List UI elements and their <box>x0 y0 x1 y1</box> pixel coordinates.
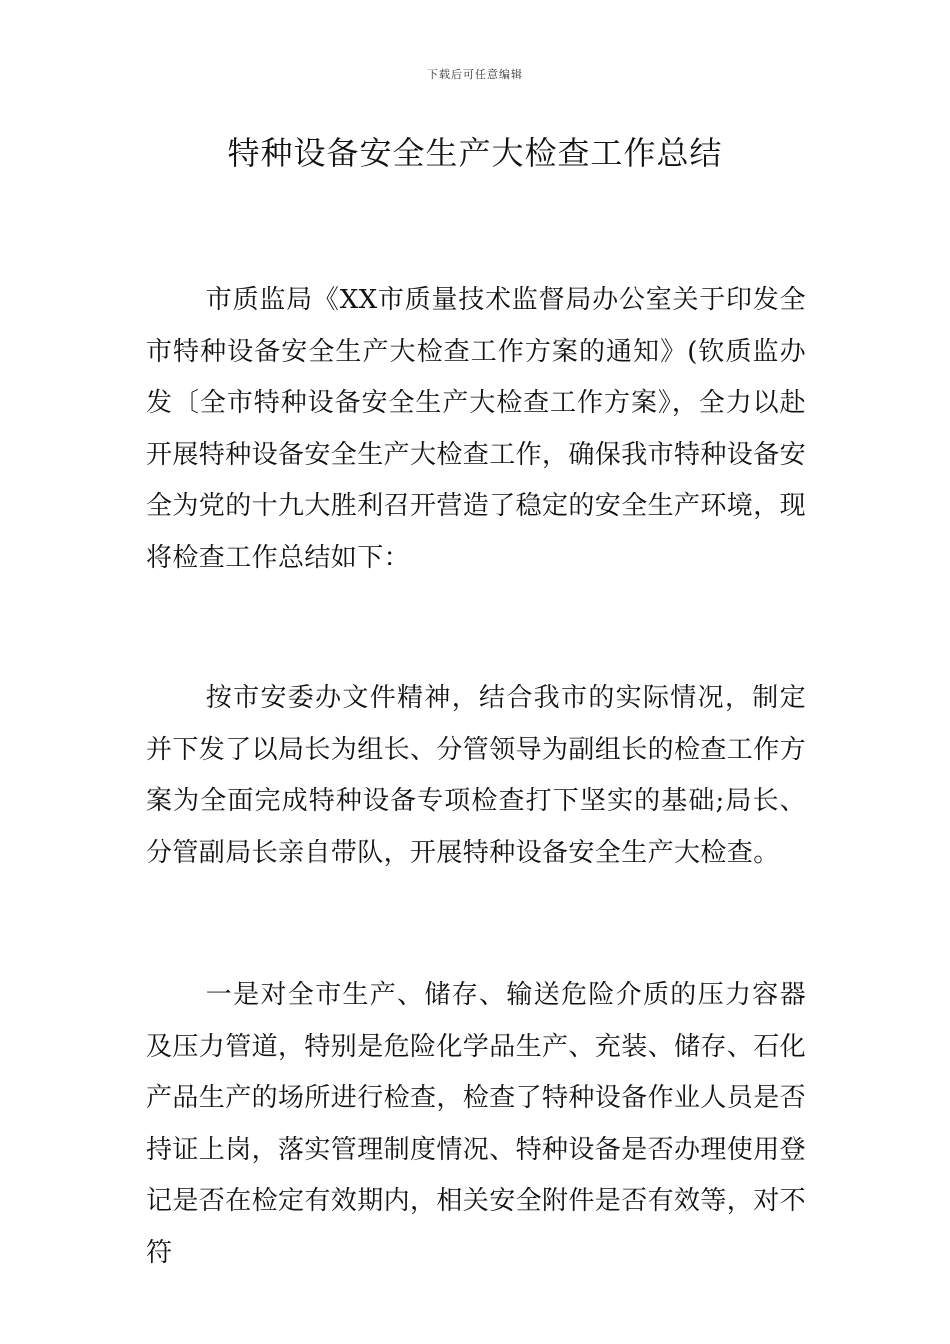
paragraph-1: 市质监局《XX市质量技术监督局办公室关于印发全市特种设备安全生产大检查工作方案的通知》(钦质监办发〔全市特种设备安全生产大检查工作方案》，全力以赴开展特种设备安全生产大检查工作，确保我市特种设备安全为党的十九大胜利召开营造了稳定的安全生产环境，现将检查工作总结如下： <box>146 285 807 573</box>
header-note: 下载后可任意编辑 <box>427 68 523 81</box>
paragraph-3: 一是对全市生产、储存、输送危险介质的压力容器及压力管道，特别是危险化学品生产、充装、储存、石化产品生产的场所进行检查，检查了特种设备作业人员是否持证上岗，落实管理制度情况、特种设备是否办理使用登记是否在检定有效期内，相关安全附件是否有效等，对不符 <box>146 980 807 1268</box>
document-title: 特种设备安全生产大检查工作总结 <box>227 134 723 172</box>
paragraph-2: 按市安委办文件精神，结合我市的实际情况，制定并下发了以局长为组长、分管领导为副组长的检查工作方案为全面完成特种设备专项检查打下坚实的基础;局长、分管副局长亲自带队，开展特种设备安全生产大检查。 <box>146 683 807 868</box>
